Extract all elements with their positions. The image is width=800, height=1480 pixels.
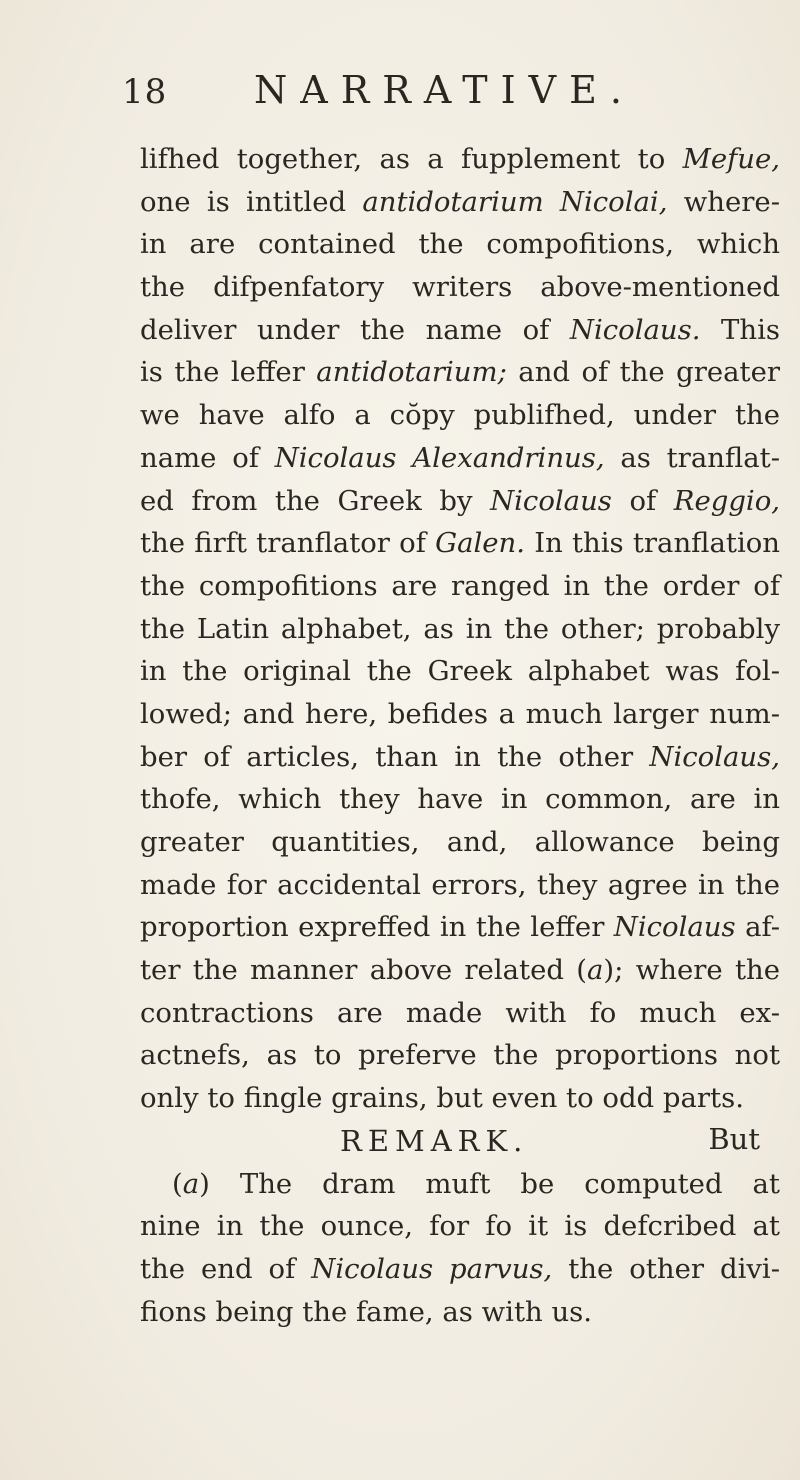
text-line: in are contained the compofitions, which	[140, 228, 780, 261]
text-line: made for accidental errors, they agree in the	[140, 868, 780, 901]
italic-text: Nicolaus parvus,	[311, 1252, 553, 1285]
italic-text: Mefue,	[682, 143, 780, 175]
text-line: in the original the Greek alphabet was fol-	[140, 655, 780, 688]
text-line: name of Nicolaus Alexandrinus, as tranflat-	[140, 441, 780, 474]
text-line: proportion expreffed in the leffer Nicolaus af-	[140, 911, 780, 944]
text-line: the Latin alphabet, as in the other; probably	[140, 612, 780, 645]
italic-text: Reggio,	[673, 484, 781, 517]
text-line: is the leffer antidotarium; and of the greater	[140, 356, 780, 389]
text-line: contractions are made with fo much ex-	[140, 996, 780, 1029]
text-line: the end of Nicolaus parvus, the other divi-	[140, 1252, 780, 1285]
remark-note	[140, 1163, 780, 1334]
text-line: fions being the fame, as with us.	[140, 1295, 593, 1328]
text-line: (a) The dram muft be computed at	[172, 1167, 780, 1200]
text-line: deliver under the name of Nicolaus. This	[140, 313, 781, 346]
running-title: NARRATIVE.	[254, 68, 635, 112]
text-line: ter the manner above related (a); where the	[140, 954, 780, 987]
text-line: the compofitions are ranged in the order of	[140, 569, 780, 602]
text-line: lowed; and here, befides a much larger num-	[140, 697, 780, 730]
page-number: 18	[122, 72, 168, 112]
italic-text: Nicolaus,	[649, 740, 780, 773]
italic-text: Nicolaus.	[569, 313, 701, 346]
remark-heading: REMARK.	[340, 1123, 529, 1158]
text-line: the firft tranflator of Galen. In this tranflation	[140, 527, 781, 560]
text-line: ed from the Greek by Nicolaus of Reggio,	[140, 484, 781, 517]
italic-text: antidotarium;	[316, 356, 507, 389]
italic-text: antidotarium Nicolai,	[362, 185, 668, 218]
catchword: But	[708, 1122, 760, 1156]
text-line: lifhed together, as a fupplement to Mefue,	[140, 143, 780, 175]
text-line: thofe, which they have in common, are in	[140, 783, 780, 816]
italic-text: Galen.	[435, 527, 525, 560]
text-line: the difpenfatory writers above-mentioned	[140, 271, 780, 304]
text-line: we have alfo a cŏpy publifhed, under the	[140, 399, 780, 432]
page-header	[122, 62, 722, 122]
italic-text: a	[587, 954, 604, 987]
italic-text: Nicolaus	[490, 484, 612, 517]
text-line: actnefs, as to preferve the proportions not	[140, 1039, 780, 1072]
italic-text: a	[182, 1167, 200, 1200]
italic-text: Nicolaus	[613, 911, 736, 944]
text-line: one is intitled antidotarium Nicolai, where-	[140, 185, 780, 218]
text-line: ber of articles, than in the other Nicolaus,	[140, 740, 780, 773]
text-line: greater quantities, and, allowance being	[140, 826, 780, 858]
body-text	[140, 138, 780, 1333]
text-line: only to fingle grains, but even to odd parts.	[140, 1082, 744, 1115]
italic-text: Nicolaus Alexandrinus,	[274, 441, 605, 474]
text-line: nine in the ounce, for fo it is defcribed at	[140, 1210, 780, 1243]
main-paragraph	[140, 138, 780, 1120]
